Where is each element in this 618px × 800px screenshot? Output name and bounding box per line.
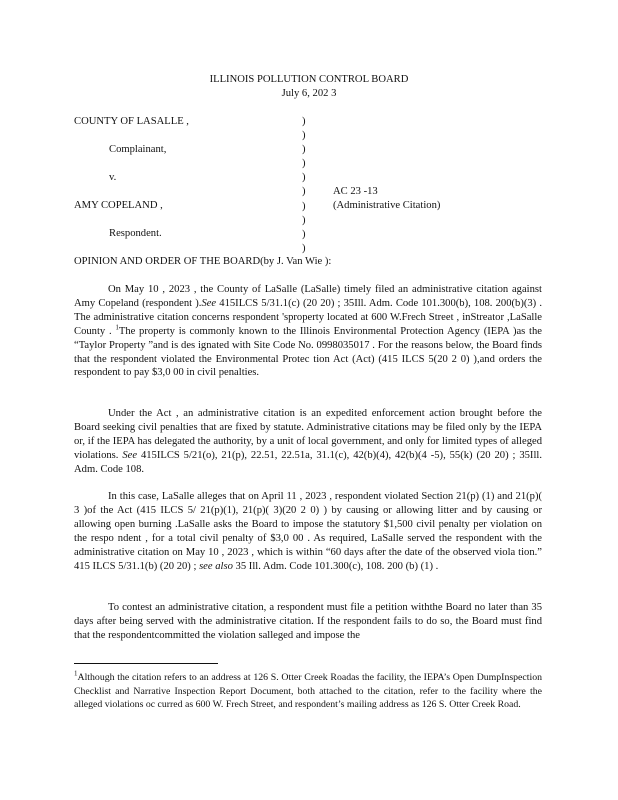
caption-paren: ) bbox=[302, 186, 306, 198]
see-also-signal: see also bbox=[199, 560, 233, 572]
caption-paren: ) bbox=[302, 242, 306, 254]
paragraph-text: 35 Ill. Adm. Code 101.300(c), 108. 200 (b) (1) . bbox=[232, 560, 439, 572]
footnote-divider bbox=[74, 663, 218, 664]
respondent-label: Respondent. bbox=[109, 228, 162, 239]
caption-paren: ) bbox=[302, 130, 306, 142]
footnote-text: Although the citation refers to an address at 126 S. Otter Creek Roadas the facility, the IEPA’s Open DumpInspection Checklist and Narrative Inspection Report Document, both attached to the citation, refer to the facility where the alleged violations oc curred as 600 W. Frech Street, and respondent’s mailing address as 126 S. Otter Creek Road. bbox=[74, 672, 542, 711]
paragraph-citation-filed bbox=[74, 283, 542, 380]
paragraph-this-case bbox=[74, 490, 542, 573]
caption-paren: ) bbox=[302, 200, 306, 212]
caption-parentheses bbox=[302, 115, 306, 256]
case-type: (Administrative Citation) bbox=[333, 200, 441, 211]
versus-label: v. bbox=[109, 172, 117, 183]
caption-paren: ) bbox=[302, 158, 306, 170]
see-signal: See bbox=[201, 297, 217, 309]
paragraph-text: On May 10 , 2023 , the County of LaSalle (LaSalle) timely filed an administrative citation against Amy Copeland (respondent ). bbox=[74, 284, 542, 309]
paragraph-text: In this case, LaSalle alleges that on April 11 , 2023 , respondent violated Section 21(p) (1) and 21(p)( 3 )of the Act (415 ILCS 5/ 21(p)(1), 21(p)( 3)(20 2 0) ) by causing or allowing litter and by causing or allowing open burning .LaSalle asks the Board to impose the statutory $1,500 civil penalty per violation on the respo ndent , for a total civil penalty of $3,0 00 . As required, LaSalle served the respondent with the administrative citation on May 10 , 2023 , which is within “60 days after the date of the observed viola tion.” 415 ILCS 5/31.1(b) (20 20) ; bbox=[74, 491, 542, 572]
case-number: AC 23 -13 bbox=[333, 186, 378, 197]
respondent-name: AMY COPELAND , bbox=[74, 200, 163, 211]
footnote-marker: 1 bbox=[74, 669, 78, 678]
paragraph-contest: To contest an administrative citation, a respondent must file a petition withthe Board no later than 35 days after being served with the administrative citation. If the respondent fails to do so, the Board must find that the respondentcommitted the violation salleged and impose the bbox=[74, 602, 542, 641]
agency-title: ILLINOIS POLLUTION CONTROL BOARD bbox=[209, 74, 409, 85]
footnote-reference[interactable]: 1 bbox=[115, 323, 119, 332]
caption-paren: ) bbox=[302, 116, 306, 127]
paragraph-text: 415ILCS 5/21(o), 21(p), 22.51, 22.51a, 31.1(c), 42(b)(4), 42(b)(4 -5), 55(k) (20 20) ; 35Ill. Adm. Code 108. bbox=[74, 449, 542, 475]
see-signal: See bbox=[122, 449, 138, 461]
county-party: COUNTY OF LASALLE , bbox=[74, 116, 189, 127]
document-date: July 6, 202 3 bbox=[281, 88, 337, 99]
opinion-heading: OPINION AND ORDER OF THE BOARD(by J. Van Wie ): bbox=[74, 256, 332, 267]
caption-paren: ) bbox=[302, 144, 306, 156]
complainant-label: Complainant, bbox=[109, 144, 167, 155]
caption-paren: ) bbox=[302, 228, 306, 240]
caption-paren: ) bbox=[302, 214, 306, 226]
paragraph-text: The property is commonly known to the Illinois Environmental Protection Agency (IEPA )as the “Taylor Property ”and is des ignated with Site Code No. 0998035017 . For the reasons below, the Board finds that the respondent violated the Environmental Protec tion Act (Act) (415 ILCS 5(20 2 0) ),and orders the respondent to pay $3,0 00 in civil penalties. bbox=[74, 325, 542, 379]
caption-paren: ) bbox=[302, 172, 306, 184]
footnote-1 bbox=[74, 671, 542, 712]
paragraph-text: 415ILCS 5/31.1(c) (20 20) ; 35Ill. Adm. Code 101.300(b), 108. 200(b)(3) . The administrative citation concerns respondent 'sproperty located at 600 W.Frech Street , inStreator ,LaSalle County . bbox=[74, 297, 543, 337]
paragraph-under-the-act bbox=[74, 407, 542, 477]
paragraph-text: Under the Act , an administrative citation is an expedited enforcement action brought before the Board seeking civil penalties that are fixed by statute. Administrative citations may be filed only by the IEPA or, if the IEPA has delegated the authority, by a unit of local government, and only for limited types of alleged violations. bbox=[74, 408, 542, 461]
